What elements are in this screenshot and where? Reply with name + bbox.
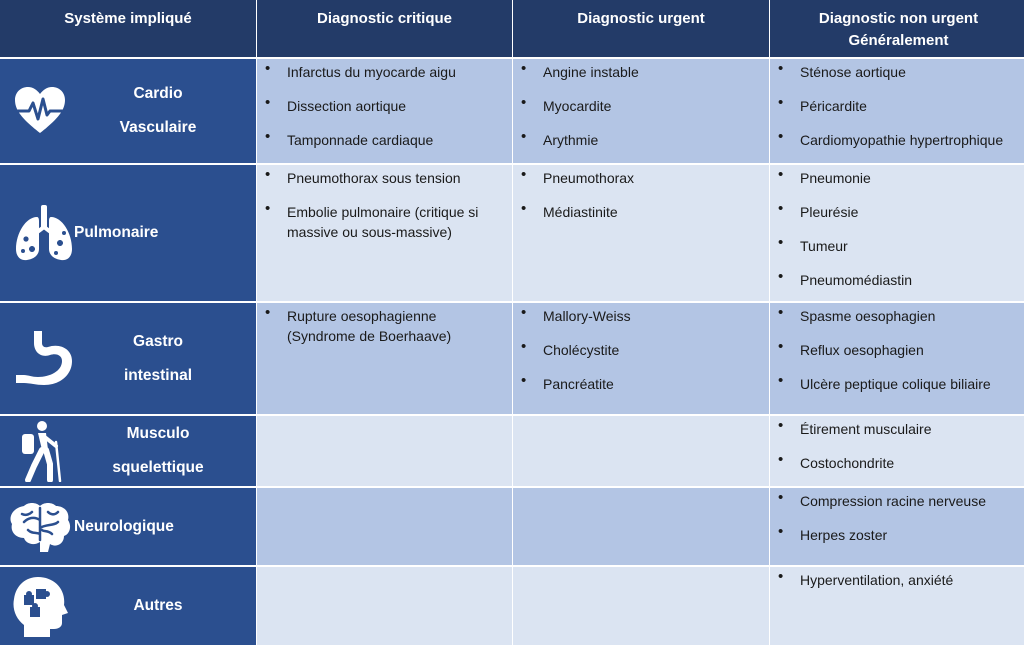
header-non-urgent	[770, 0, 1024, 57]
list-item: • Médiastinite	[519, 202, 761, 222]
system-cell-cardio	[0, 59, 256, 163]
header-system-label: Système impliqué	[64, 10, 192, 27]
list-item: • Cardiomyopathie hypertrophique	[776, 130, 1019, 150]
list-item: • Hyperventilation, anxiété	[776, 570, 1019, 590]
critical-cell-musculo	[257, 416, 512, 486]
critical-cell-cardio	[257, 59, 512, 163]
system-label	[72, 59, 244, 163]
system-label-line1: Pulmonaire	[74, 224, 159, 241]
system-label	[72, 303, 244, 414]
system-label-line2: intestinal	[123, 366, 193, 384]
urgent-cell-autres	[513, 567, 769, 645]
urgent-cell-pulmonaire	[513, 165, 769, 301]
system-label-line1: Autres	[133, 597, 183, 614]
critical-cell-pulmonaire	[257, 165, 512, 301]
urgent-cell-cardio	[513, 59, 769, 163]
non-urgent-cell-pulmonaire	[770, 165, 1024, 301]
list-item: • Tamponnade cardiaque	[263, 130, 504, 150]
list-item: • Arythmie	[519, 130, 761, 150]
list-item: • Ulcère peptique colique biliaire	[776, 374, 1019, 394]
header-system	[0, 0, 256, 57]
system-cell-pulmonaire	[0, 165, 256, 301]
lungs-icon	[12, 203, 76, 263]
list-item: • Reflux oesophagien	[776, 340, 1019, 360]
non-urgent-cell-gastro	[770, 303, 1024, 414]
list-item: • Rupture oesophagienne (Syndrome de Boerhaave)	[263, 306, 504, 346]
list-item: • Cholécystite	[519, 340, 761, 360]
list-item: • Spasme oesophagien	[776, 306, 1019, 326]
system-label-line2: Vasculaire	[119, 119, 197, 136]
list-item: • Tumeur	[776, 236, 1019, 256]
list-item: • Herpes zoster	[776, 525, 1019, 545]
critical-cell-neurologique	[257, 488, 512, 565]
system-label	[74, 165, 158, 301]
urgent-cell-gastro	[513, 303, 769, 414]
system-label-line2: squelettique	[112, 459, 204, 476]
system-cell-musculo	[0, 416, 256, 486]
system-label-line1: Gastro	[133, 332, 183, 350]
non-urgent-cell-musculo	[770, 416, 1024, 486]
system-label-line1: Musculo	[126, 425, 190, 442]
list-item: • Dissection aortique	[263, 96, 504, 116]
header-urgent-label: Diagnostic urgent	[577, 10, 705, 27]
brain-icon	[8, 500, 72, 554]
header-urgent	[513, 0, 769, 57]
system-label	[74, 488, 174, 565]
system-cell-autres	[0, 567, 256, 645]
list-item: • Costochondrite	[776, 453, 1019, 473]
list-item: • Mallory-Weiss	[519, 306, 761, 326]
urgent-cell-neurologique	[513, 488, 769, 565]
list-item: • Pneumothorax sous tension	[263, 168, 504, 188]
list-item: • Pancréatite	[519, 374, 761, 394]
head-puzzle-icon	[12, 575, 70, 637]
hiker-icon	[16, 420, 64, 482]
stomach-icon	[12, 329, 76, 389]
list-item: • Angine instable	[519, 62, 761, 82]
system-cell-neurologique	[0, 488, 256, 565]
list-item: • Pleurésie	[776, 202, 1019, 222]
header-critical-label: Diagnostic critique	[316, 10, 453, 27]
list-item: • Pneumothorax	[519, 168, 761, 188]
non-urgent-cell-autres	[770, 567, 1024, 645]
system-label	[72, 567, 244, 645]
system-label	[72, 416, 244, 486]
list-item: • Embolie pulmonaire (critique si massive ou sous-massive)	[263, 202, 504, 242]
system-label-line1: Neurologique	[74, 517, 174, 535]
list-item: • Sténose aortique	[776, 62, 1019, 82]
list-item: • Compression racine nerveuse	[776, 491, 1019, 511]
critical-cell-autres	[257, 567, 512, 645]
heart-pulse-icon	[12, 85, 68, 137]
system-label-line1: Cardio	[133, 85, 183, 102]
non-urgent-cell-neurologique	[770, 488, 1024, 565]
list-item: • Pneumomédiastin	[776, 270, 1019, 290]
non-urgent-cell-cardio	[770, 59, 1024, 163]
list-item: • Péricardite	[776, 96, 1019, 116]
header-non-urgent-label-2: Généralement	[848, 32, 949, 49]
list-item: • Myocardite	[519, 96, 761, 116]
urgent-cell-musculo	[513, 416, 769, 486]
list-item: • Pneumonie	[776, 168, 1019, 188]
list-item: • Étirement musculaire	[776, 419, 1019, 439]
critical-cell-gastro	[257, 303, 512, 414]
list-item: • Infarctus du myocarde aigu	[263, 62, 504, 82]
header-critical	[257, 0, 512, 57]
system-cell-gastro	[0, 303, 256, 414]
header-non-urgent-label-1: Diagnostic non urgent	[818, 10, 979, 27]
